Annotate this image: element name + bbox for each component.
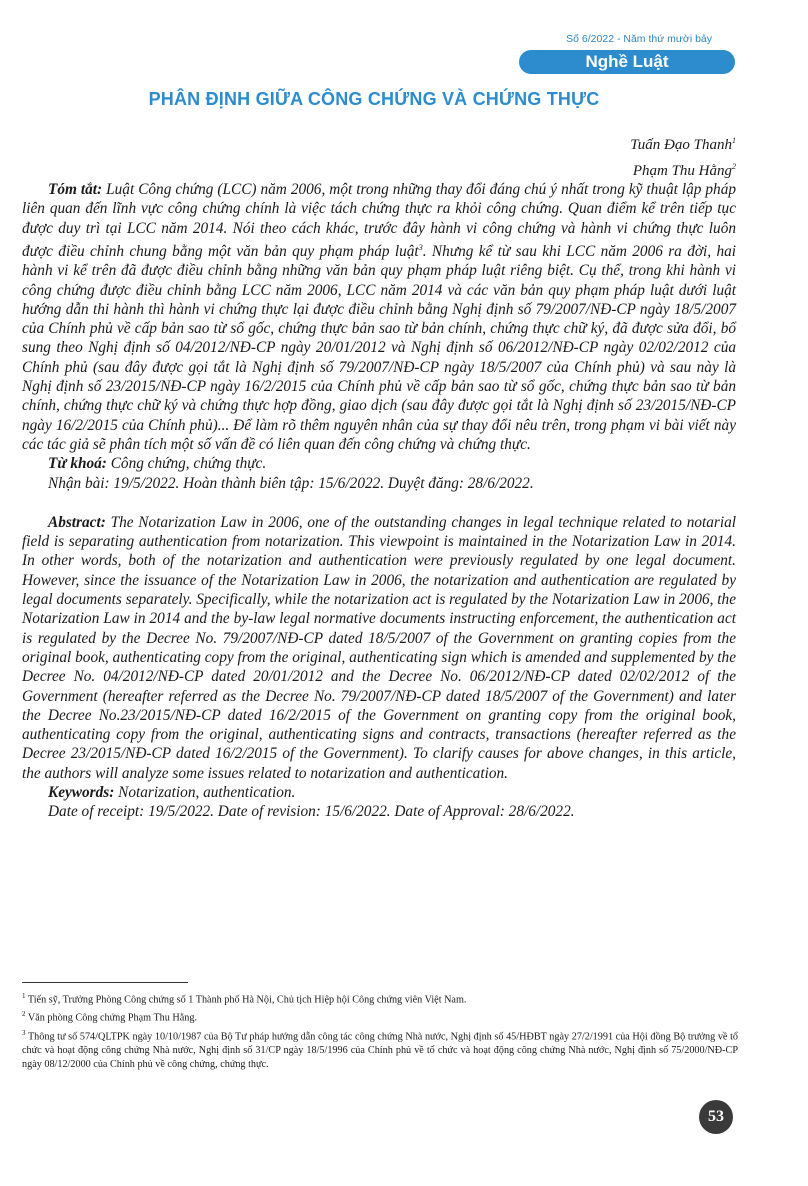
article-body xyxy=(22,180,736,822)
author-line xyxy=(630,156,736,182)
footnote-mark: 1 xyxy=(22,992,26,1000)
abstract-en xyxy=(22,513,736,783)
footnote-text: Thông tư số 574/QLTPK ngày 10/10/1987 của Bộ Tư pháp hướng dẫn công tác công chứng Nhà nước, Nghị định số 45/HĐBT ngày 27/2/1991 của Hội đồng Bộ trưởng về tổ chức và hoạt động công chứng Nhà nước, Nghị định số 31/CP ngày 18/5/1996 của Chính phủ về tổ chức và hoạt động công chứng Nhà nước, Nghị định số 75/2000/NĐ-CP ngày 08/12/2000 của Chính phủ về công chứng, chứng thực. xyxy=(22,1031,738,1071)
footnote-text: Văn phòng Công chứng Phạm Thu Hằng. xyxy=(25,1012,198,1024)
summary-text: Luật Công chứng (LCC) năm 2006, một trong những thay đổi đáng chú ý nhất trong kỹ thuật lập pháp liên quan đến lĩnh vực công chứng chính là việc tách chứng thực ra khỏi công chứng. Quan điểm kể trên tiếp tục được duy trì tại LCC năm 2014. Nói theo cách khác, trước đây hành vi công chứng và hành vi chứng thực luôn được điều chỉnh chung bằng một văn bản quy phạm pháp luật xyxy=(22,181,736,260)
footnote-mark: 2 xyxy=(22,1010,26,1019)
page-number: 53 xyxy=(699,1100,733,1134)
footnote-ref: 3 xyxy=(418,242,423,252)
issue-info: Số 6/2022 - Năm thứ mười bảy xyxy=(566,33,712,45)
footnote-text: Tiến sỹ, Trưởng Phòng Công chứng số 1 Thành phố Hà Nội, Chủ tịch Hiệp hội Công chứng viên Việt Nam. xyxy=(25,994,467,1006)
footnote xyxy=(22,989,738,1007)
summary-vi xyxy=(22,180,736,454)
footnotes xyxy=(22,989,738,1072)
author-name: Tuấn Đạo Thanh xyxy=(630,137,732,153)
dates-vi: Nhận bài: 19/5/2022. Hoàn thành biên tập: 15/6/2022. Duyệt đăng: 28/6/2022. xyxy=(48,474,534,492)
keywords-label: Từ khoá: xyxy=(48,455,107,473)
author-name: Phạm Thu Hằng xyxy=(632,163,732,179)
summary-text-cont: . Nhưng kể từ sau khi LCC năm 2006 ra đời, hai hành vi kể trên đã được điều chỉnh bằng những văn bản quy phạm pháp luật riêng biệt. Cụ thể, trong khi hành vi công chứng được điều chỉnh bằng LCC năm 2006, LCC năm 2014 và các văn bản quy phạm pháp luật dưới luật hướng dẫn thi hành thì hành vi chứng thực lại được điều chỉnh bằng Nghị định số 79/2007/NĐ-CP ngày 18/5/2007 của Chính phủ về cấp bản sao từ sổ gốc, chứng thực bản sao từ bản chính, chứng thực chữ ký, đã được sửa đổi, bổ sung theo Nghị định số 04/2012/NĐ-CP ngày 20/01/2012 và Nghị định số 06/2012/NĐ-CP ngày 02/02/2012 của Chính phủ (sau đây được gọi tắt là Nghị định số 79/2007/NĐ-CP ngày 18/5/2007 của Chính phủ) và sau này là Nghị định số 23/2015/NĐ-CP ngày 16/2/2015 của Chính phủ về cấp bản sao từ sổ gốc, chứng thực bản sao từ bản chính, chứng thực chữ ký và chứng thực hợp đồng, giao dịch (sau đây được gọi tắt là Nghị định số 23/2015/NĐ-CP ngày 16/2/2015 của Chính phủ)... Để làm rõ thêm nguyên nhân của sự thay đổi nêu trên, trong phạm vi bài viết này các tác giả sẽ phân tích một số vấn đề có liên quan đến công chứng và chứng thực. xyxy=(22,242,736,453)
footnote-ref: 1 xyxy=(732,136,736,145)
footnote xyxy=(22,1007,738,1025)
keywords-text: Công chứng, chứng thực. xyxy=(106,455,267,473)
article-title: PHÂN ĐỊNH GIỮA CÔNG CHỨNG VÀ CHỨNG THỰC xyxy=(148,89,600,109)
keywords-text: Notarization, authentication. xyxy=(114,784,296,801)
author-block xyxy=(630,130,736,182)
footnote-divider xyxy=(22,982,188,983)
section-badge: Nghề Luật xyxy=(519,50,735,74)
footnote xyxy=(22,1026,738,1072)
summary-label: Tóm tắt: xyxy=(48,181,103,198)
keywords-vi xyxy=(22,454,736,473)
keywords-label: Keywords: xyxy=(48,784,115,801)
dates-en: Date of receipt: 19/5/2022. Date of revision: 15/6/2022. Date of Approval: 28/6/2022. xyxy=(48,803,575,821)
abstract-text: The Notarization Law in 2006, one of the outstanding changes in legal technique related to notarial field is separating authentication from notarization. This viewpoint is maintained in the Notarization Law in 2014. In other words, both of the notarization and authentication were previously regulated by one legal document. However, since the issuance of the Notarization Law in 2006, the notarization and authentication are regulated by legal documents separately. Specifically, while the notarization act is regulated by the Notarization Law in 2006, the Notarization Law in 2014 and the by-law legal normative documents instructing enforcement, the authentication act is regulated by the Decree No. 79/2007/NĐ-CP dated 18/5/2007 of the Government on granting copies from the original book, authenticating copy from the original, authenticating sign which is amended and supplemented by the Decree No. 04/2012/NĐ-CP dated 20/01/2012 and the Decree No. 06/2012/NĐ-CP dated 02/02/2012 of the Government (hereafter referred as the Decree No. 79/2007/NĐ-CP dated 18/5/2007 of the Government) and later the Decree No.23/2015/NĐ-CP dated 16/2/2015 of the Government on granting copy from the original book, authenticating copy from the original, authenticating signs and contracts, transactions (hereafter referred as the Decree 23/2015/NĐ-CP dated 16/2/2015 of the Government). To clarify causes for above changes, in this article, the authors will analyze some issues related to notarization and authentication. xyxy=(22,513,736,782)
footnote-mark: 3 xyxy=(22,1028,26,1037)
abstract-label: Abstract: xyxy=(48,513,106,531)
keywords-en xyxy=(22,783,736,802)
footnote-ref: 2 xyxy=(732,162,736,171)
author-line xyxy=(630,130,736,156)
